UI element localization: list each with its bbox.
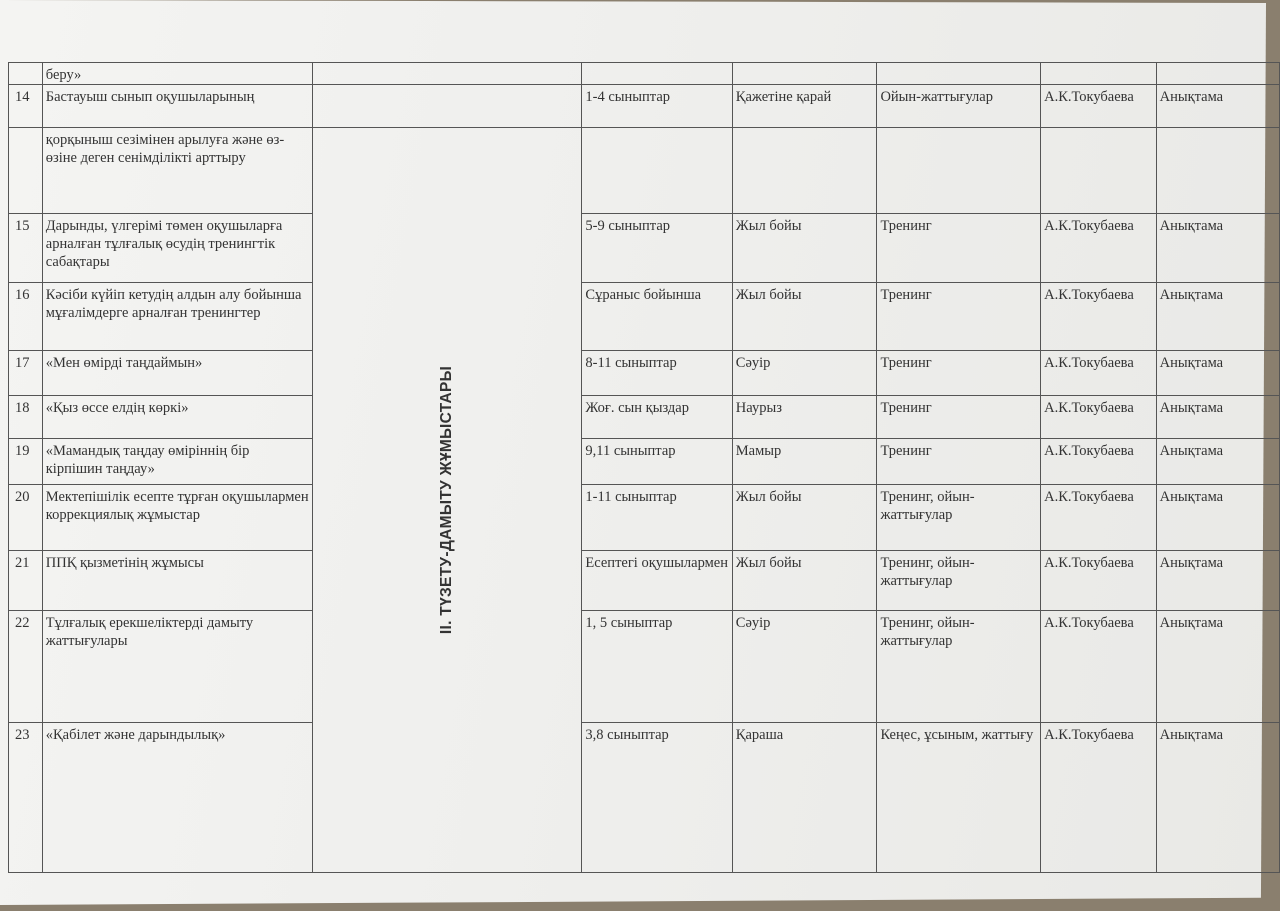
row-number: 16	[9, 283, 43, 351]
row-audience	[582, 63, 732, 85]
row-topic: қорқыныш сезімінен арылуға және өз-өзіне деген сенімділікті арттыру	[42, 128, 312, 214]
row-result: Анықтама	[1156, 611, 1279, 723]
row-number: 20	[9, 485, 43, 551]
row-number: 21	[9, 551, 43, 611]
row-number: 19	[9, 439, 43, 485]
row-topic: Бастауыш сынып оқушыларының	[42, 85, 312, 128]
row-result: Анықтама	[1156, 351, 1279, 396]
row-responsible: А.К.Токубаева	[1041, 396, 1156, 439]
section-column	[313, 63, 582, 85]
row-audience: Жоғ. сын қыздар	[582, 396, 732, 439]
table-row	[9, 439, 1280, 485]
row-form: Тренинг, ойын-жаттығулар	[877, 485, 1041, 551]
row-time	[732, 63, 877, 85]
table-row	[9, 485, 1280, 551]
row-result	[1156, 128, 1279, 214]
row-topic: Кәсіби күйіп кетудің алдын алу бойынша мұғалімдерге арналған тренингтер	[42, 283, 312, 351]
row-audience: 1, 5 сыныптар	[582, 611, 732, 723]
row-form: Тренинг	[877, 396, 1041, 439]
row-result: Анықтама	[1156, 723, 1279, 873]
row-topic: ППҚ қызметінің жұмысы	[42, 551, 312, 611]
row-form	[877, 128, 1041, 214]
row-result: Анықтама	[1156, 214, 1279, 283]
row-audience: 8-11 сыныптар	[582, 351, 732, 396]
row-responsible: А.К.Токубаева	[1041, 723, 1156, 873]
row-audience: Сұраныс бойынша	[582, 283, 732, 351]
row-result: Анықтама	[1156, 439, 1279, 485]
row-number: 15	[9, 214, 43, 283]
row-audience: 3,8 сыныптар	[582, 723, 732, 873]
plan-table	[8, 62, 1280, 873]
row-result: Анықтама	[1156, 551, 1279, 611]
row-time: Жыл бойы	[732, 283, 877, 351]
row-time: Жыл бойы	[732, 485, 877, 551]
row-time: Жыл бойы	[732, 551, 877, 611]
row-time: Мамыр	[732, 439, 877, 485]
table-row	[9, 551, 1280, 611]
row-audience: 9,11 сыныптар	[582, 439, 732, 485]
row-form: Тренинг, ойын-жаттығулар	[877, 611, 1041, 723]
row-audience: 5-9 сыныптар	[582, 214, 732, 283]
row-responsible: А.К.Токубаева	[1041, 283, 1156, 351]
row-number: 17	[9, 351, 43, 396]
row-responsible	[1041, 63, 1156, 85]
row-topic: «Қабілет және дарындылық»	[42, 723, 312, 873]
section-column	[313, 128, 582, 873]
row-responsible: А.К.Токубаева	[1041, 214, 1156, 283]
table-row	[9, 611, 1280, 723]
row-topic: «Мамандық таңдау өміріннің бір кірпішин таңдау»	[42, 439, 312, 485]
row-form: Тренинг, ойын-жаттығулар	[877, 551, 1041, 611]
row-result: Анықтама	[1156, 283, 1279, 351]
table-row	[9, 283, 1280, 351]
row-time: Сәуір	[732, 611, 877, 723]
row-number: 22	[9, 611, 43, 723]
table-row	[9, 85, 1280, 128]
row-responsible: А.К.Токубаева	[1041, 611, 1156, 723]
row-time: Сәуір	[732, 351, 877, 396]
table-row	[9, 128, 1280, 214]
table-row	[9, 214, 1280, 283]
row-number	[9, 128, 43, 214]
row-responsible: А.К.Токубаева	[1041, 351, 1156, 396]
row-form: Тренинг	[877, 283, 1041, 351]
row-topic: «Мен өмірді таңдаймын»	[42, 351, 312, 396]
row-responsible: А.К.Токубаева	[1041, 439, 1156, 485]
section-label: ІІ. ТҮЗЕТУ-ДАМЫТУ ЖҰМЫСТАРЫ	[438, 365, 456, 635]
row-audience: Есептегі оқушылармен	[582, 551, 732, 611]
table-row	[9, 396, 1280, 439]
row-topic: Мектепішілік есепте тұрған оқушылармен коррекциялық жұмыстар	[42, 485, 312, 551]
row-form: Кеңес, ұсыным, жаттығу	[877, 723, 1041, 873]
row-topic: Дарынды, үлгерімі төмен оқушыларға арналған тұлғалық өсудің тренингтік сабақтары	[42, 214, 312, 283]
section-column	[313, 85, 582, 128]
row-audience: 1-11 сыныптар	[582, 485, 732, 551]
row-responsible: А.К.Токубаева	[1041, 85, 1156, 128]
row-audience: 1-4 сыныптар	[582, 85, 732, 128]
row-form	[877, 63, 1041, 85]
table-row	[9, 63, 1280, 85]
row-responsible: А.К.Токубаева	[1041, 551, 1156, 611]
row-responsible: А.К.Токубаева	[1041, 485, 1156, 551]
row-number	[9, 63, 43, 85]
table-row	[9, 723, 1280, 873]
row-time: Қараша	[732, 723, 877, 873]
row-topic: «Қыз өссе елдің көркі»	[42, 396, 312, 439]
row-form: Тренинг	[877, 439, 1041, 485]
row-time: Наурыз	[732, 396, 877, 439]
row-form: Тренинг	[877, 351, 1041, 396]
row-time: Жыл бойы	[732, 214, 877, 283]
row-result: Анықтама	[1156, 396, 1279, 439]
row-result	[1156, 63, 1279, 85]
row-form: Ойын-жаттығулар	[877, 85, 1041, 128]
table-row	[9, 351, 1280, 396]
row-number: 23	[9, 723, 43, 873]
row-result: Анықтама	[1156, 85, 1279, 128]
row-result: Анықтама	[1156, 485, 1279, 551]
row-audience	[582, 128, 732, 214]
row-number: 14	[9, 85, 43, 128]
row-time: Қажетіне қарай	[732, 85, 877, 128]
row-topic: беру»	[42, 63, 312, 85]
row-topic: Тұлғалық ерекшеліктерді дамыту жаттығулары	[42, 611, 312, 723]
row-time	[732, 128, 877, 214]
plan-table-body	[9, 63, 1280, 873]
row-responsible	[1041, 128, 1156, 214]
row-number: 18	[9, 396, 43, 439]
row-form: Тренинг	[877, 214, 1041, 283]
